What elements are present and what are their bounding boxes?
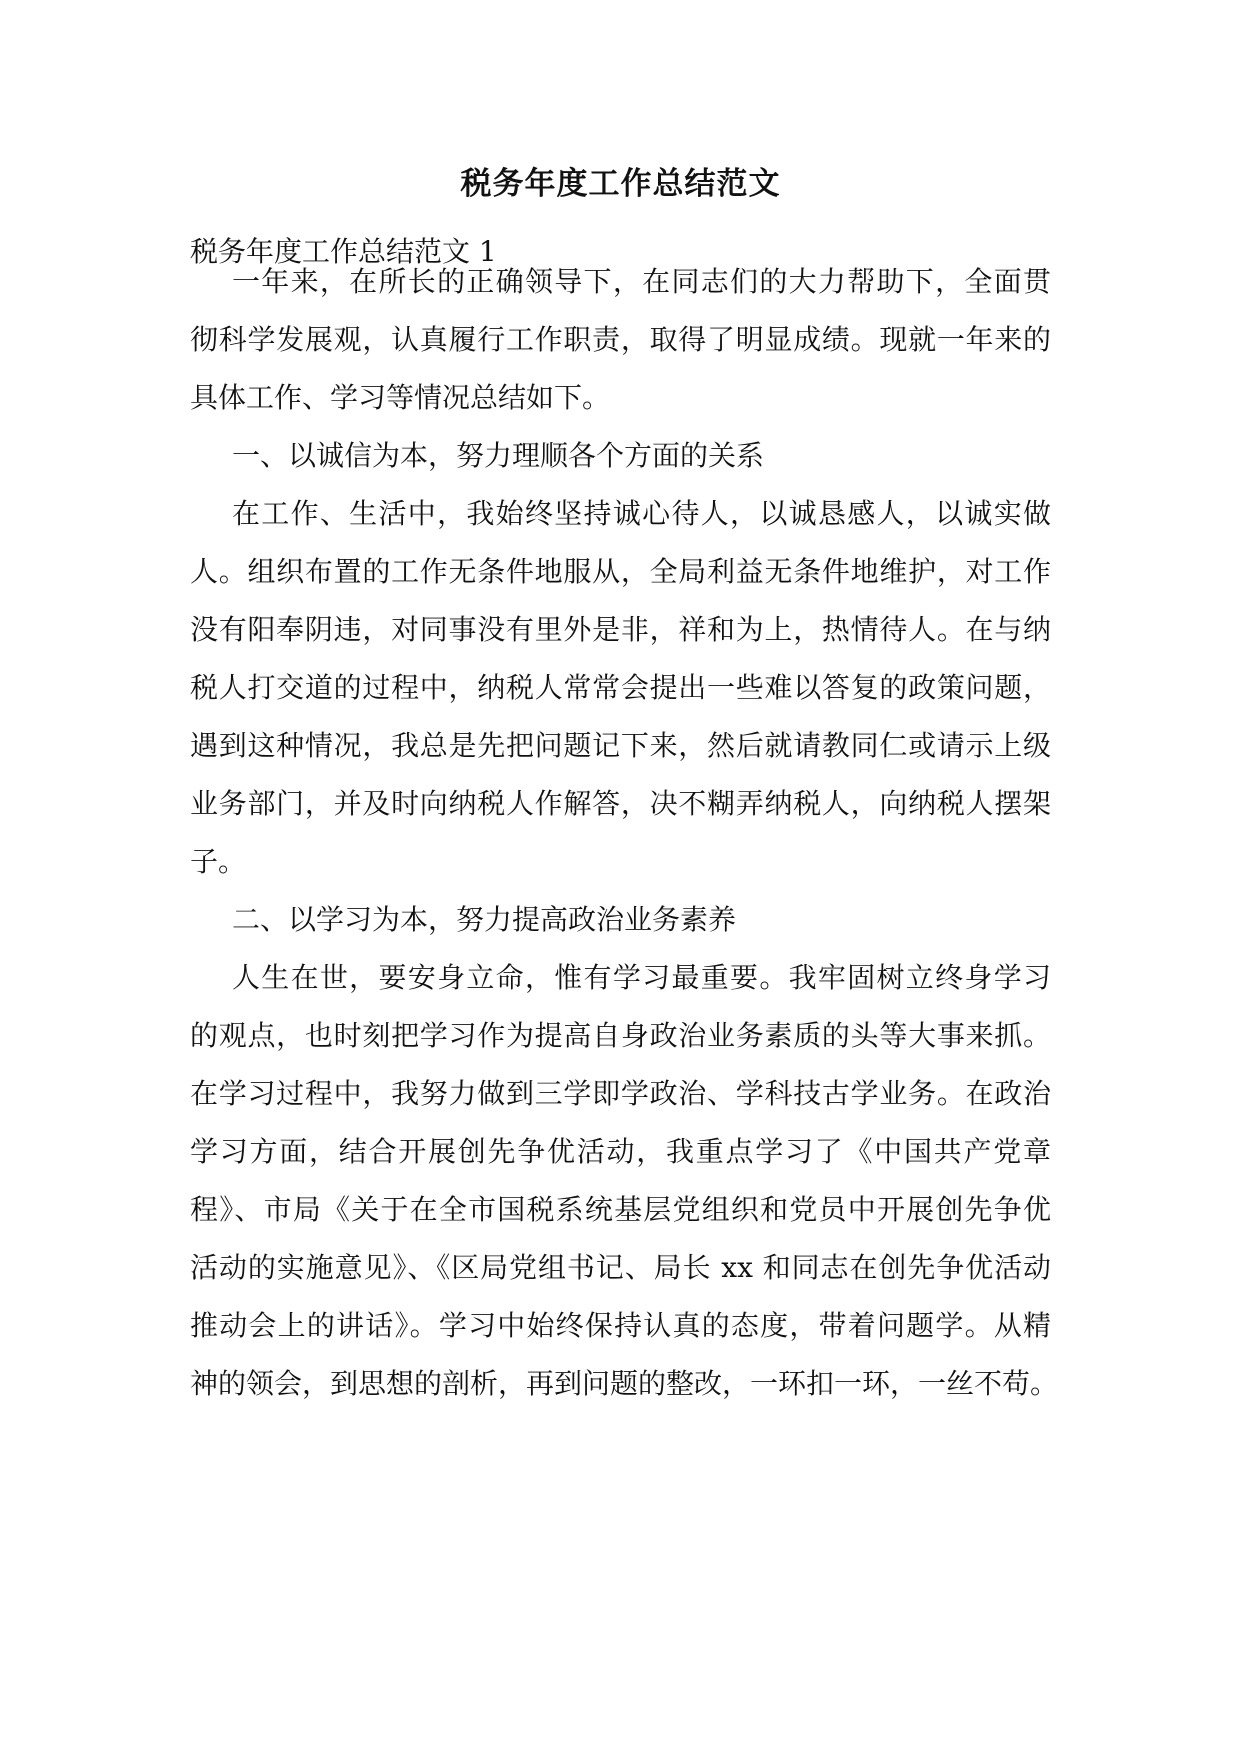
paragraph-line: 一年来，在所长的正确领导下，在同志们的大力帮助下，全面贯 <box>232 265 1051 298</box>
document-title: 税务年度工作总结范文 <box>460 166 781 202</box>
paragraph-line: 人生在世，要安身立命，惟有学习最重要。我牢固树立终身学习 <box>232 961 1051 994</box>
paragraph-line: 学习方面，结合开展创先争优活动，我重点学习了《中国共产党章 <box>190 1135 1051 1168</box>
paragraph-line: 遇到这种情况，我总是先把问题记下来，然后就请教同仁或请示上级 <box>190 729 1051 762</box>
paragraph-line: 推动会上的讲话》。学习中始终保持认真的态度，带着问题学。从精 <box>190 1309 1051 1342</box>
paragraph-line: 的观点，也时刻把学习作为提高自身政治业务素质的头等大事来抓。 <box>190 1019 1051 1052</box>
paragraph-line: 神的领会，到思想的剖析，再到问题的整改，一环扣一环，一丝不苟。 <box>190 1367 1059 1400</box>
paragraph-line: 在学习过程中，我努力做到三学即学政治、学科技古学业务。在政治 <box>190 1077 1051 1110</box>
paragraph-line: 活动的实施意见》、《区局党组书记、局长 xx 和同志在创先争优活动 <box>190 1251 1051 1284</box>
section-heading: 一、以诚信为本，努力理顺各个方面的关系 <box>232 439 765 472</box>
section-heading: 二、以学习为本，努力提高政治业务素养 <box>232 903 737 936</box>
document-subtitle: 税务年度工作总结范文 1 <box>190 235 497 268</box>
paragraph-line: 没有阳奉阴违，对同事没有里外是非，祥和为上，热情待人。在与纳 <box>190 613 1051 646</box>
paragraph-line: 彻科学发展观，认真履行工作职责，取得了明显成绩。现就一年来的 <box>190 323 1051 356</box>
paragraph-line: 业务部门，并及时向纳税人作解答，决不糊弄纳税人，向纳税人摆架 <box>190 787 1051 820</box>
paragraph-line: 程》、市局《关于在全市国税系统基层党组织和党员中开展创先争优 <box>190 1193 1051 1226</box>
paragraph-line: 人。组织布置的工作无条件地服从，全局利益无条件地维护，对工作 <box>190 555 1051 588</box>
paragraph-line: 税人打交道的过程中，纳税人常常会提出一些难以答复的政策问题， <box>190 671 1051 704</box>
paragraph-line: 在工作、生活中，我始终坚持诚心待人，以诚恳感人，以诚实做 <box>232 497 1051 530</box>
paragraph-line: 子。 <box>190 845 247 878</box>
paragraph-line: 具体工作、学习等情况总结如下。 <box>190 381 611 414</box>
